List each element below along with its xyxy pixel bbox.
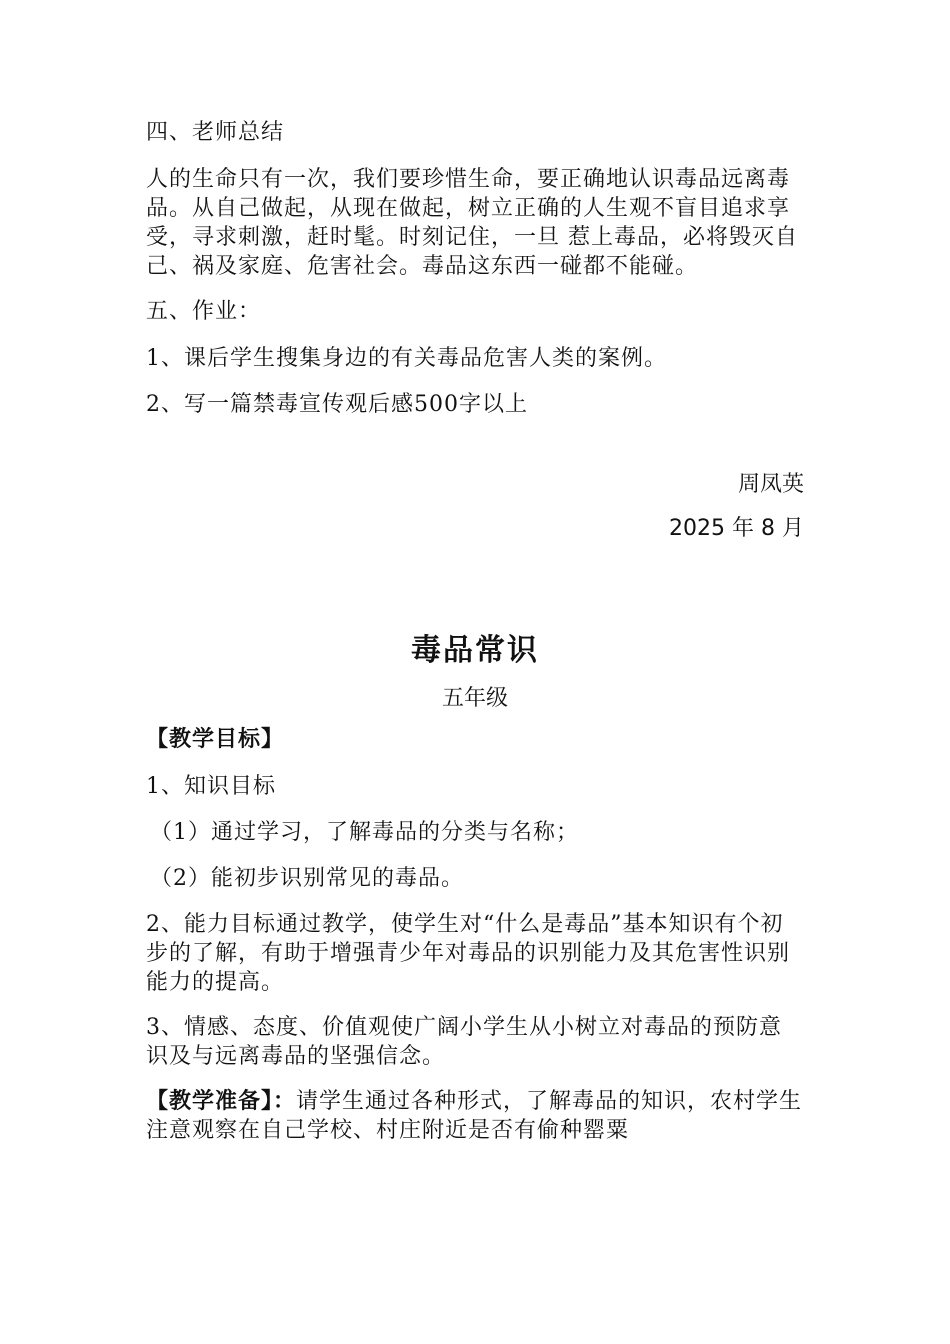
- section-heading-homework: 五、作业：: [146, 299, 262, 324]
- teaching-prep-text: 请学生通过各种形式，了解毒品的知识，农村学生注意观察在自己学校、村庄附近是否有偷种罂粟: [146, 1089, 803, 1143]
- teaching-prep-heading: 【教学准备】：: [146, 1088, 297, 1114]
- lesson-title: 毒品常识: [411, 633, 539, 668]
- document-page: [146, 118, 804, 1161]
- homework-item: 1、课后学生搜集身边的有关毒品危害人类的案例。: [146, 346, 667, 371]
- knowledge-goal-item: （1）通过学习，了解毒品的分类与名称；: [150, 820, 579, 845]
- knowledge-goal-item: （2）能初步识别常见的毒品。: [150, 866, 464, 891]
- homework-item: 2、写一篇禁毒宣传观后感500字以上: [146, 392, 528, 417]
- teaching-goals-heading: 【教学目标】: [146, 726, 285, 752]
- ability-goal-paragraph: 2、能力目标通过教学，使学生对“什么是毒品”基本知识有个初步的了解，有助于增强青少年对毒品的识别能力及其危害性识别能力的提高。: [146, 912, 791, 995]
- teaching-prep-paragraph: [146, 1087, 804, 1145]
- author-date: 2025 年 8 月: [669, 516, 804, 541]
- section-heading-summary: 四、老师总结: [146, 120, 285, 145]
- knowledge-goal-heading: 1、知识目标: [146, 774, 276, 799]
- author-name: 周凤英: [737, 472, 804, 497]
- attitude-goal-paragraph: 3、情感、态度、价值观使广阔小学生从小树立对毒品的预防意识及与远离毒品的坚强信念。: [146, 1015, 782, 1069]
- summary-paragraph: 人的生命只有一次，我们要珍惜生命，要正确地认识毒品远离毒品。从自己做起，从现在做起，树立正确的人生观不盲目追求享受，寻求刺激，赶时髦。时刻记住，一旦 惹上毒品，必将毁灭自己、祸及家庭、危害社会。毒品这东西一碰都不能碰。: [146, 167, 798, 279]
- lesson-grade: 五年级: [441, 686, 508, 711]
